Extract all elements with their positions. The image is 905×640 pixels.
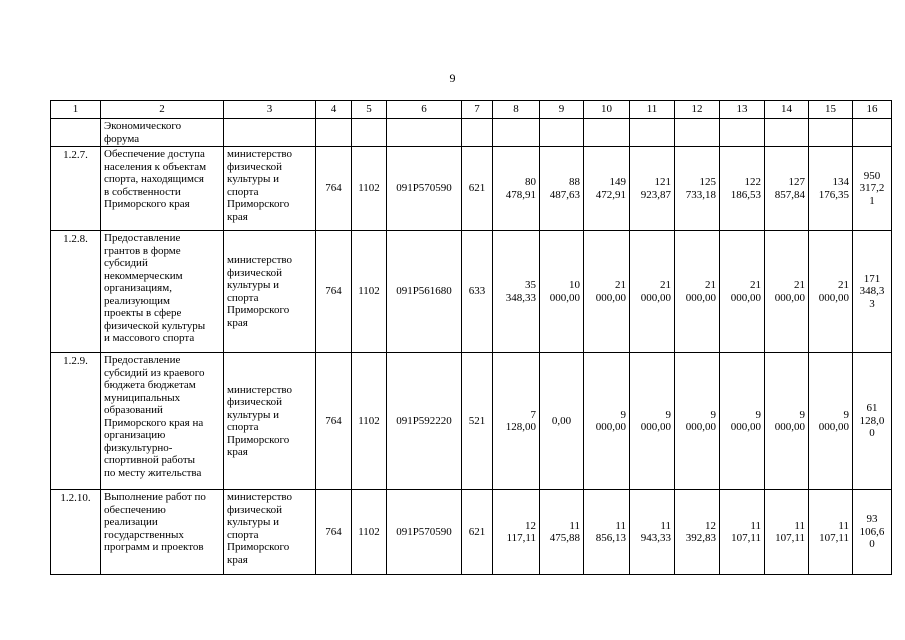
- header-cell: 5: [352, 101, 387, 119]
- total-cell: 950 317,2 1: [859, 169, 885, 207]
- header-cell: 11: [630, 101, 675, 119]
- grbs-code: 764: [316, 353, 352, 490]
- amount-cell: 11 943,33: [640, 519, 671, 544]
- amount-cell: 9 000,00: [595, 408, 626, 433]
- rzpr-code: 1102: [352, 231, 387, 353]
- amount-cell: 10 000,00: [549, 279, 580, 304]
- amount-cell: 125 733,18: [685, 176, 716, 201]
- amount-cell: 11 107,11: [819, 519, 849, 544]
- table-row: [51, 490, 892, 575]
- continuation-row: [51, 119, 892, 147]
- header-cell: 7: [462, 101, 493, 119]
- executor: министерство физической культуры и спорта Приморского края: [227, 491, 293, 566]
- grbs-code: 764: [316, 147, 352, 231]
- vr-code: 621: [462, 147, 493, 231]
- table-row: [51, 231, 892, 353]
- executor: министерство физической культуры и спорта Приморского края: [227, 148, 293, 223]
- amount-cell: 11 856,13: [595, 519, 626, 544]
- rzpr-code: 1102: [352, 353, 387, 490]
- total-cell: 93 106,6 0: [859, 513, 885, 551]
- executor: министерство физической культуры и спорта Приморского края: [227, 254, 293, 329]
- amount-cell: 21 000,00: [595, 279, 626, 304]
- vr-code: 633: [462, 231, 493, 353]
- continuation-name: Экономического форума: [104, 120, 182, 145]
- amount-cell: 80 478,91: [505, 176, 536, 201]
- amount-cell: 88 487,63: [549, 176, 580, 201]
- amount-cell: 7 128,00: [505, 408, 536, 433]
- vr-code: 521: [462, 353, 493, 490]
- amount-cell: 12 392,83: [685, 519, 716, 544]
- amount-cell: 21 000,00: [730, 279, 761, 304]
- header-cell: 6: [387, 101, 462, 119]
- amount-cell: 9 000,00: [818, 408, 849, 433]
- table-row: [51, 147, 892, 231]
- grbs-code: 764: [316, 231, 352, 353]
- amount-cell: 9 000,00: [640, 408, 671, 433]
- rzpr-code: 1102: [352, 490, 387, 575]
- header-cell: 1: [51, 101, 101, 119]
- header-cell: 12: [675, 101, 720, 119]
- table-row: [51, 353, 892, 490]
- amount-cell: 0,00: [551, 414, 572, 427]
- header-cell: 4: [316, 101, 352, 119]
- amount-cell: 122 186,53: [730, 176, 761, 201]
- event-name: Предоставление субсидий из краевого бюджета бюджетам муниципальных образований Приморского края на организацию физкультурно- спортивной работы по месту жительства: [104, 354, 205, 479]
- header-cell: 9: [540, 101, 584, 119]
- amount-cell: 35 348,33: [505, 279, 536, 304]
- executor: министерство физической культуры и спорта Приморского края: [227, 383, 293, 458]
- header-cell: 13: [720, 101, 765, 119]
- amount-cell: 21 000,00: [818, 279, 849, 304]
- csr-code: 091P592220: [387, 353, 462, 490]
- event-name: Обеспечение доступа населения к объектам спорта, находящимся в собственности Приморского края: [104, 148, 207, 210]
- csr-code: 091P570590: [387, 490, 462, 575]
- header-cell: 16: [853, 101, 892, 119]
- header-row: [51, 101, 892, 119]
- total-cell: 171 348,3 3: [859, 272, 885, 310]
- vr-code: 621: [462, 490, 493, 575]
- amount-cell: 121 923,87: [640, 176, 671, 201]
- amount-cell: 127 857,84: [774, 176, 805, 201]
- grbs-code: 764: [316, 490, 352, 575]
- header-cell: 8: [493, 101, 540, 119]
- amount-cell: 11 107,11: [731, 519, 761, 544]
- header-cell: 2: [101, 101, 224, 119]
- csr-code: 091P570590: [387, 147, 462, 231]
- amount-cell: 12 117,11: [506, 519, 536, 544]
- amount-cell: 11 107,11: [775, 519, 805, 544]
- event-name: Выполнение работ по обеспечению реализации государственных программ и проектов: [104, 491, 206, 553]
- amount-cell: 21 000,00: [685, 279, 716, 304]
- amount-cell: 9 000,00: [685, 408, 716, 433]
- rzpr-code: 1102: [352, 147, 387, 231]
- header-cell: 15: [809, 101, 853, 119]
- amount-cell: 9 000,00: [730, 408, 761, 433]
- amount-cell: 9 000,00: [774, 408, 805, 433]
- event-name: Предоставление грантов в форме субсидий некоммерческим организациям, реализующим проекты в сфере физической культуры и массового спорта: [104, 232, 206, 344]
- header-cell: 3: [224, 101, 316, 119]
- amount-cell: 21 000,00: [640, 279, 671, 304]
- row-number: 1.2.8.: [63, 233, 88, 245]
- header-cell: 14: [765, 101, 809, 119]
- row-number: 1.2.9.: [63, 355, 88, 367]
- amount-cell: 21 000,00: [774, 279, 805, 304]
- amount-cell: 11 475,88: [549, 519, 580, 544]
- csr-code: 091P561680: [387, 231, 462, 353]
- row-number: 1.2.7.: [63, 149, 88, 161]
- amount-cell: 149 472,91: [595, 176, 626, 201]
- page-number: 9: [449, 71, 456, 85]
- budget-table: [50, 100, 892, 575]
- header-cell: 10: [584, 101, 630, 119]
- total-cell: 61 128,0 0: [859, 402, 885, 440]
- row-number: 1.2.10.: [60, 492, 91, 504]
- amount-cell: 134 176,35: [818, 176, 849, 201]
